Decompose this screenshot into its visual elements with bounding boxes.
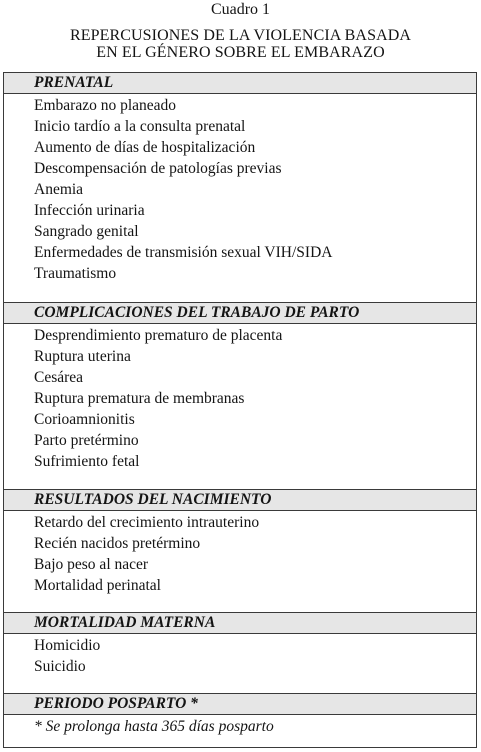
section-labor-complications bbox=[4, 303, 476, 472]
list-item: Infección urinaria bbox=[34, 202, 145, 219]
list-item: Retardo del crecimiento intrauterino bbox=[34, 514, 260, 531]
list-item: Recién nacidos pretérmino bbox=[34, 535, 201, 552]
section-items bbox=[4, 324, 476, 472]
list-item: Aumento de días de hospitalización bbox=[34, 139, 256, 156]
section-header: MORTALIDAD MATERNA bbox=[4, 613, 476, 634]
section-header: PRENATAL bbox=[4, 73, 476, 94]
list-item: Anemia bbox=[34, 181, 84, 198]
list-item: Suicidio bbox=[34, 658, 86, 675]
list-item: Cesárea bbox=[34, 369, 84, 386]
table-title-line-1: REPERCUSIONES DE LA VIOLENCIA BASADA bbox=[69, 27, 412, 44]
list-item: Traumatismo bbox=[34, 265, 117, 282]
list-item: Descompensación de patologías previas bbox=[34, 160, 282, 177]
section-header: RESULTADOS DEL NACIMIENTO bbox=[4, 490, 476, 511]
section-postpartum bbox=[4, 694, 476, 715]
list-item: Sufrimiento fetal bbox=[34, 453, 140, 470]
section-prenatal bbox=[4, 73, 476, 284]
list-item: Enfermedades de transmisión sexual VIH/SIDA bbox=[34, 244, 333, 261]
section-items bbox=[4, 94, 476, 284]
section-items bbox=[4, 634, 476, 677]
table-title-line-2: EN EL GÉNERO SOBRE EL EMBARAZO bbox=[96, 44, 385, 61]
list-item: Parto pretérmino bbox=[34, 432, 139, 449]
list-item: Mortalidad perinatal bbox=[34, 577, 161, 594]
section-header: COMPLICACIONES DEL TRABAJO DE PARTO bbox=[4, 303, 476, 324]
repercussions-table bbox=[3, 72, 477, 748]
table-caption-label: Cuadro 1 bbox=[210, 1, 271, 18]
list-item: Sangrado genital bbox=[34, 223, 139, 240]
list-item: Ruptura prematura de membranas bbox=[34, 390, 245, 407]
list-item: Embarazo no planeado bbox=[34, 97, 177, 114]
section-maternal-mortality bbox=[4, 613, 476, 677]
list-item: Bajo peso al nacer bbox=[34, 556, 149, 573]
section-birth-outcomes bbox=[4, 490, 476, 596]
section-header: PERIODO POSPARTO * bbox=[4, 694, 476, 715]
section-items bbox=[4, 511, 476, 596]
list-item: Inicio tardío a la consulta prenatal bbox=[34, 118, 246, 135]
table-footnote: * Se prolonga hasta 365 días posparto bbox=[34, 718, 274, 735]
list-item: Corioamnionitis bbox=[34, 411, 135, 428]
list-item: Desprendimiento prematuro de placenta bbox=[34, 327, 283, 344]
list-item: Ruptura uterina bbox=[34, 348, 131, 365]
list-item: Homicidio bbox=[34, 637, 101, 654]
